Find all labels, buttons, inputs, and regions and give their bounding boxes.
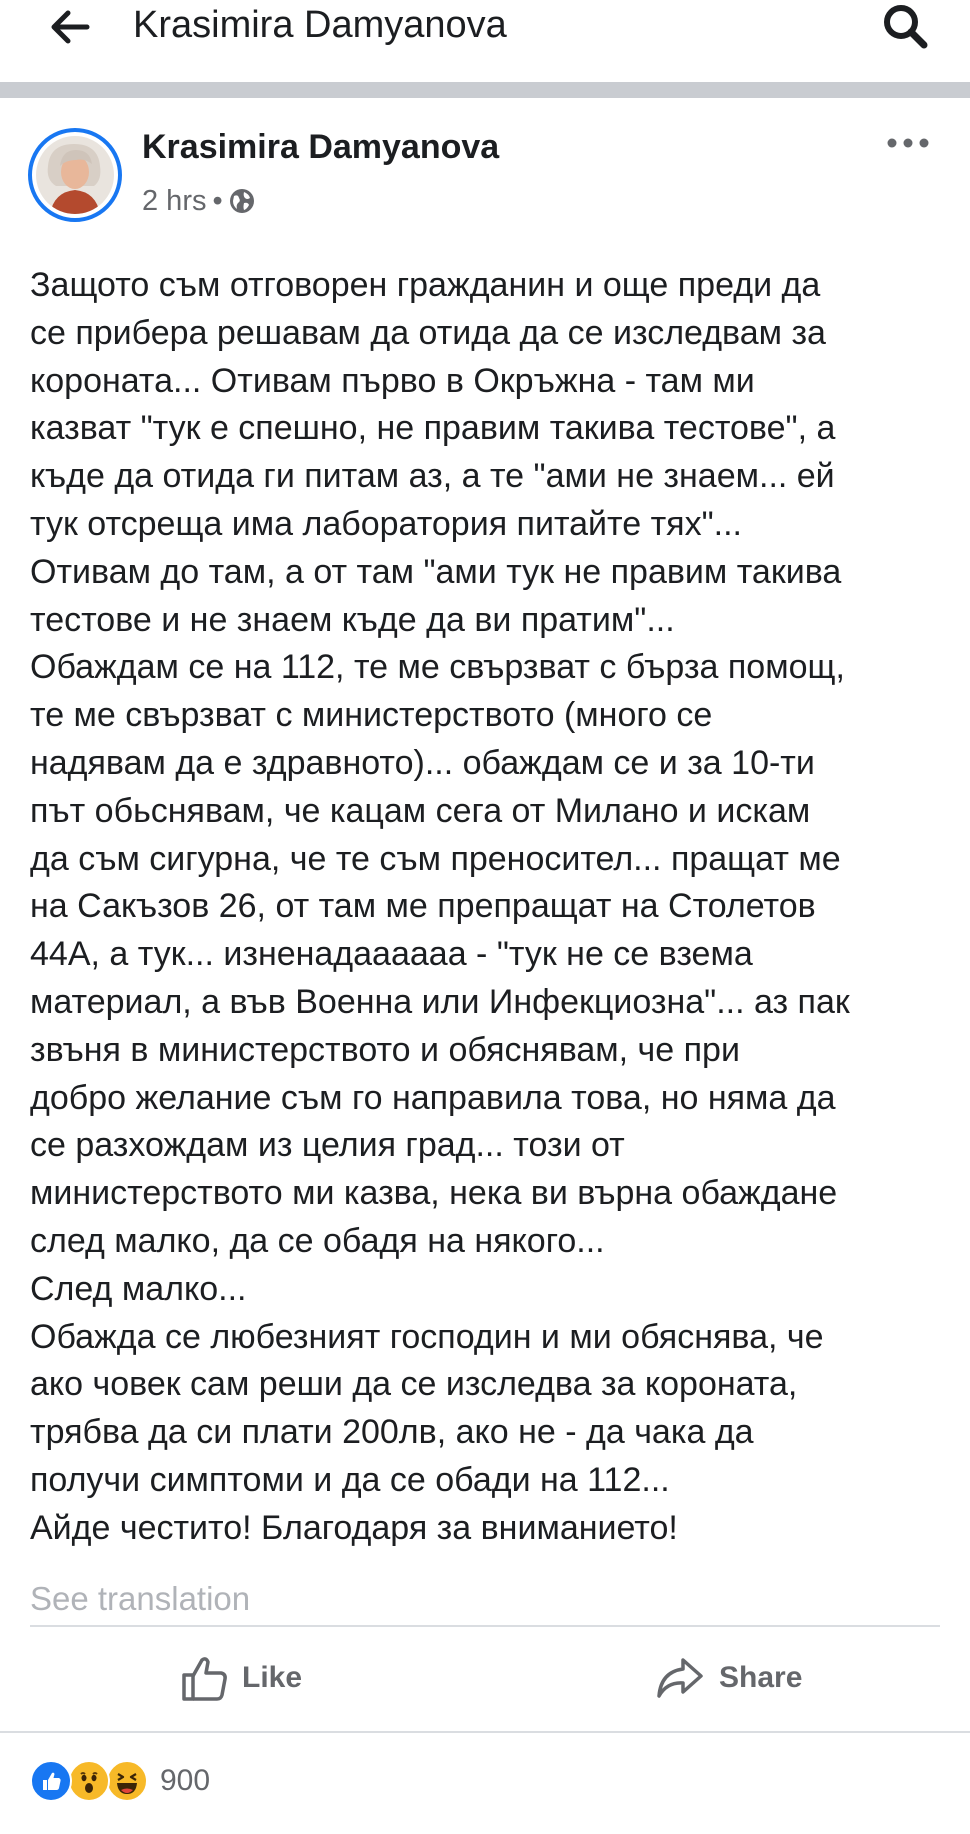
post-text-line: короната... Отивам първо в Окръжна - там ми bbox=[30, 361, 755, 400]
post-text-line: на Сакъзов 26, от там ме препращат на Столетов bbox=[30, 887, 816, 926]
page-title: Krasimira Damyanova bbox=[133, 4, 507, 46]
profile-photo bbox=[36, 136, 114, 214]
post-text-line: надявам да е здравното)... обаждам се и за 10-ти bbox=[30, 743, 815, 782]
post-text-line: След малко... bbox=[30, 1269, 247, 1308]
globe-icon bbox=[229, 188, 255, 214]
post-text-line: тестове и не знаем къде да ви пратим"... bbox=[30, 600, 675, 639]
post-text-line: казват "тук е спешно, не правим такива тестове", а bbox=[30, 409, 836, 448]
post-text-line: 44А, а тук... изненадаааааа - "тук не се взема bbox=[30, 935, 753, 974]
like-reaction-icon bbox=[30, 1760, 72, 1802]
post-text-line: Обажда се любезният господин и ми обяснява, че bbox=[30, 1317, 824, 1356]
search-icon bbox=[881, 2, 929, 50]
back-arrow-icon bbox=[50, 10, 90, 44]
post-text-line: се прибера решавам да отида да се изследвам за bbox=[30, 313, 826, 352]
divider bbox=[0, 1731, 970, 1733]
author-name[interactable]: Krasimira Damyanova bbox=[142, 128, 500, 166]
search-button[interactable] bbox=[870, 0, 940, 52]
back-button[interactable] bbox=[40, 2, 100, 52]
avatar[interactable] bbox=[28, 128, 122, 222]
post-text-line: трябва да си плати 200лв, ако не - да чака да bbox=[30, 1413, 754, 1452]
post-text-line: те ме свързват с министерството (много се bbox=[30, 696, 713, 735]
reaction-count: 900 bbox=[160, 1764, 211, 1797]
post-text-line: Отивам до там, а от там "ами тук не правим такива bbox=[30, 552, 842, 591]
reactions-summary[interactable] bbox=[30, 1760, 210, 1802]
post-text bbox=[30, 262, 955, 1553]
post-text-line: ако човек сам реши да се изследва за короната, bbox=[30, 1365, 798, 1404]
post-text-line: звъня в министерството и обяснявам, че при bbox=[30, 1030, 740, 1069]
post-text-line: Защото съм отговорен гражданин и още преди да bbox=[30, 266, 821, 304]
post-meta bbox=[142, 184, 255, 218]
post-text-line: материал, а във Военна или Инфекциозна"... аз пак bbox=[30, 982, 850, 1021]
share-label: Share bbox=[719, 1661, 803, 1694]
post-text-line: Айде честито! Благодаря за вниманието! bbox=[30, 1508, 678, 1547]
haha-reaction-icon bbox=[106, 1760, 148, 1802]
post-text-line: министерството ми казва, нека ви върна обаждане bbox=[30, 1174, 838, 1213]
post-text-line: след малко, да се обадя на някого... bbox=[30, 1221, 605, 1260]
post-text-line: Обаждам се на 112, те ме свързват с бърза помощ, bbox=[30, 648, 845, 687]
post-text-line: да съм сигурна, че те съм преносител... пращат ме bbox=[30, 839, 841, 878]
share-button[interactable] bbox=[655, 1646, 802, 1710]
post-text-line: тук отсреща има лаборатория питайте тях"... bbox=[30, 504, 742, 543]
post-text-line: къде да отида ги питам аз, а те "ами не знаем... ей bbox=[30, 457, 835, 496]
post-actions bbox=[0, 1628, 970, 1730]
wow-reaction-icon bbox=[68, 1760, 110, 1802]
more-options-button[interactable] bbox=[880, 128, 936, 158]
meta-separator: • bbox=[212, 184, 223, 217]
post-header bbox=[0, 98, 970, 228]
like-label: Like bbox=[242, 1661, 303, 1694]
more-dots-icon bbox=[886, 137, 930, 149]
divider bbox=[30, 1625, 940, 1627]
post-text-line: се разхождам из целия град... този от bbox=[30, 1126, 625, 1165]
section-divider bbox=[0, 82, 970, 98]
post-text-line: добро желание съм го направила това, но няма да bbox=[30, 1078, 836, 1117]
thumbs-up-icon bbox=[180, 1654, 228, 1702]
post-timestamp[interactable]: 2 hrs bbox=[142, 184, 207, 217]
post-text-line: път обьснявам, че кацам сега от Милано и искам bbox=[30, 791, 811, 830]
share-arrow-icon bbox=[655, 1656, 705, 1700]
post-text-line: получи симптоми и да се обади на 112... bbox=[30, 1460, 670, 1499]
see-translation-link[interactable]: See translation bbox=[30, 1580, 251, 1617]
like-button[interactable] bbox=[180, 1646, 302, 1710]
top-app-bar bbox=[0, 0, 970, 82]
